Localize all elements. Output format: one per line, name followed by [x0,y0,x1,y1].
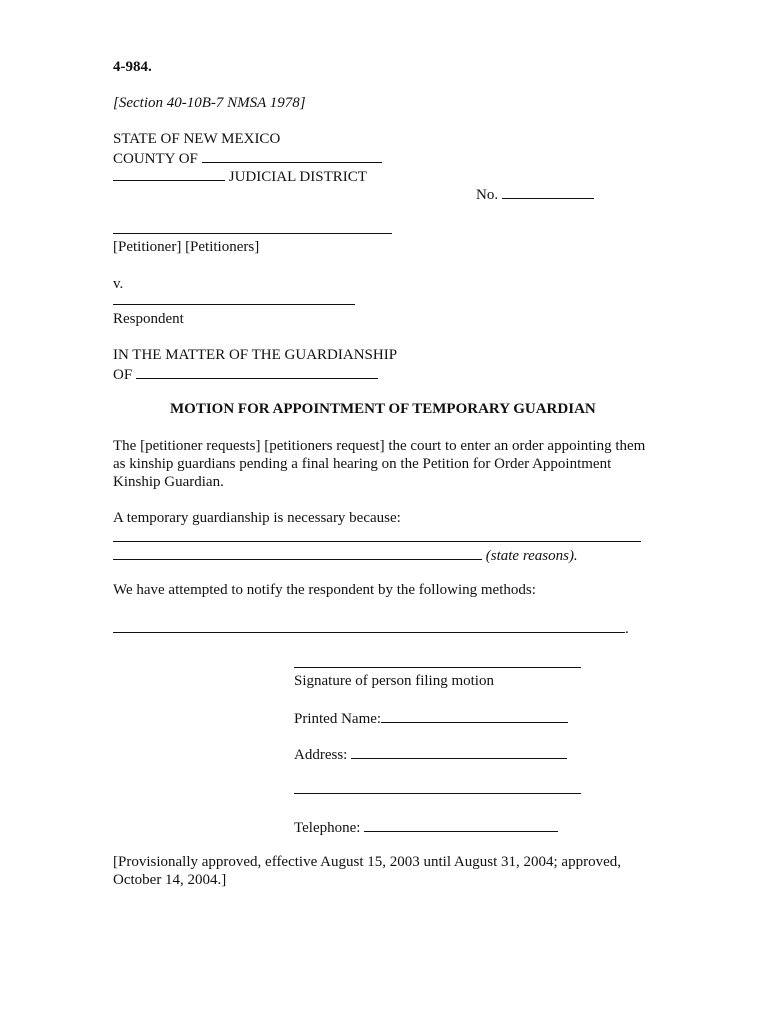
matter-of-line [113,364,378,384]
state-reasons-note: (state reasons). [485,548,578,564]
signature-field[interactable] [294,667,581,668]
reasons-field-2[interactable] [113,545,482,560]
notification-period: . [625,621,629,637]
telephone-field[interactable] [364,817,558,832]
case-number-label: No. [476,187,499,203]
printed-name-label: Printed Name: [294,711,382,727]
address-field-2[interactable] [294,793,581,794]
statute-citation: [Section 40-10B-7 NMSA 1978] [113,95,306,111]
telephone-label: Telephone: [294,820,361,836]
rule-number: 4-984. [113,59,152,75]
ward-name-field[interactable] [136,364,378,379]
request-paragraph-line-2: as kinship guardians pending a final hearing on the Petition for Order Appointment [113,456,612,472]
petitioner-label: [Petitioner] [Petitioners] [113,239,260,255]
respondent-label: Respondent [113,311,184,327]
signature-label: Signature of person filing motion [294,673,494,689]
notification-methods-field[interactable] [113,618,625,633]
telephone-line [294,817,558,837]
county-label: COUNTY OF [113,151,198,167]
county-line [113,148,382,168]
case-number-line [476,184,594,204]
district-label: JUDICIAL DISTRICT [228,169,367,185]
printed-name-field[interactable] [381,708,568,723]
request-paragraph-line-1: The [petitioner requests] [petitioners request] the court to enter an order appointing them [113,438,646,454]
versus-label: v. [113,276,124,292]
district-line [113,166,367,186]
printed-name-line [294,708,568,728]
respondent-name-field[interactable] [113,304,355,305]
request-paragraph-line-3: Kinship Guardian. [113,474,224,490]
approval-note-line-2: October 14, 2004.] [113,872,227,888]
notification-label: We have attempted to notify the respondent by the following methods: [113,582,536,598]
petitioner-name-field[interactable] [113,233,392,234]
matter-of-label: OF [113,367,133,383]
approval-note-line-1: [Provisionally approved, effective August 15, 2003 until August 31, 2004; approved, [113,854,621,870]
address-line [294,744,567,764]
document-title: MOTION FOR APPOINTMENT OF TEMPORARY GUARDIAN [170,401,596,417]
reasons-field-1[interactable] [113,541,641,542]
notification-methods-line [113,618,629,638]
necessity-label: A temporary guardianship is necessary because: [113,510,401,526]
reasons-line-2 [113,545,578,565]
county-field[interactable] [202,148,382,163]
case-number-field[interactable] [502,184,594,199]
state-heading: STATE OF NEW MEXICO [113,131,281,147]
address-label: Address: [294,747,348,763]
address-field-1[interactable] [351,744,567,759]
matter-heading: IN THE MATTER OF THE GUARDIANSHIP [113,347,398,363]
district-field[interactable] [113,166,225,181]
